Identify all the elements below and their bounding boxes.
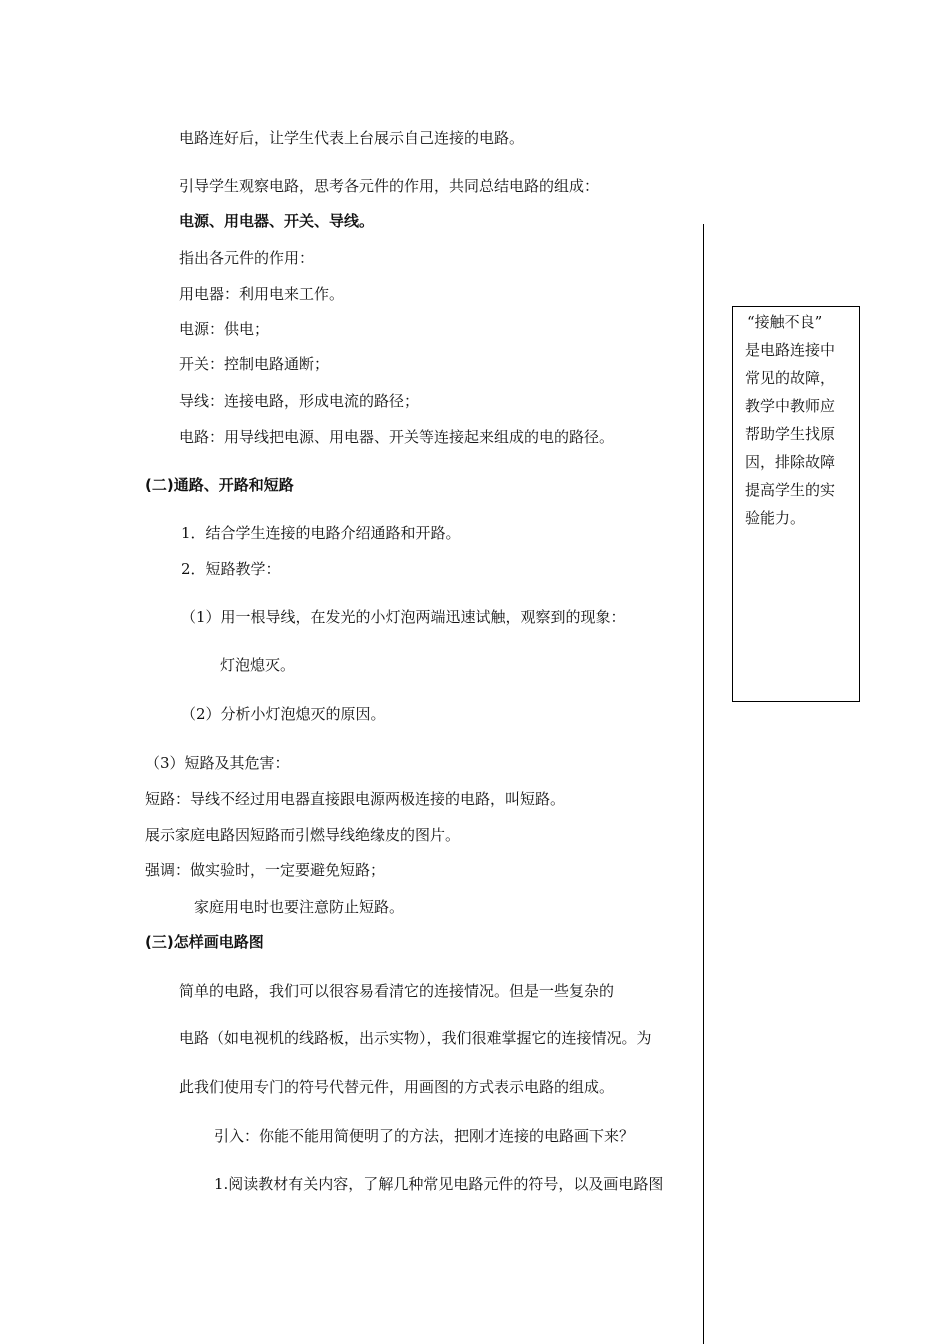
paragraph: 展示家庭电路因短路而引燃导线绝缘皮的图片。 <box>145 826 461 844</box>
paragraph: 电源：供电； <box>179 320 270 338</box>
paragraph: 灯泡熄灭。 <box>220 656 296 674</box>
section-heading: (二)通路、开路和短路 <box>145 476 294 494</box>
side-note-line: 教学中教师应 <box>745 397 836 415</box>
list-item: （3）短路及其危害： <box>145 754 290 772</box>
list-item: （1）用一根导线，在发光的小灯泡两端迅速试触，观察到的现象： <box>181 608 626 626</box>
paragraph: 简单的电路，我们可以很容易看清它的连接情况。但是一些复杂的 <box>179 982 615 1000</box>
paragraph: 指出各元件的作用： <box>179 249 315 267</box>
list-item: 1．结合学生连接的电路介绍通路和开路。 <box>181 524 461 542</box>
paragraph: 强调：做实验时，一定要避免短路； <box>145 861 386 879</box>
side-note-line: 因，排除故障 <box>745 453 836 471</box>
section-heading: (三)怎样画电路图 <box>145 933 264 951</box>
paragraph: 引入：你能不能用简便明了的方法，把刚才连接的电路画下来？ <box>214 1127 635 1145</box>
side-note-line: 常见的故障， <box>745 369 836 387</box>
column-divider <box>703 224 704 1344</box>
paragraph-bold: 电源、用电器、开关、导线。 <box>179 212 375 230</box>
paragraph: 引导学生观察电路，思考各元件的作用，共同总结电路的组成： <box>179 177 600 195</box>
side-note-line: 帮助学生找原 <box>745 425 836 443</box>
paragraph: 电路连好后，让学生代表上台展示自己连接的电路。 <box>179 129 525 147</box>
paragraph: 家庭用电时也要注意防止短路。 <box>194 898 405 916</box>
paragraph: 电路：用导线把电源、用电器、开关等连接起来组成的电的路径。 <box>179 428 615 446</box>
paragraph: 短路：导线不经过用电器直接跟电源两极连接的电路，叫短路。 <box>145 790 566 808</box>
paragraph: 1.阅读教材有关内容，了解几种常见电路元件的符号，以及画电路图 <box>214 1175 664 1193</box>
paragraph: 用电器：利用电来工作。 <box>179 285 345 303</box>
list-item: （2）分析小灯泡熄灭的原因。 <box>181 705 386 723</box>
side-note-line: 验能力。 <box>745 509 806 527</box>
list-item: 2．短路教学： <box>181 560 281 578</box>
side-note-box <box>732 306 860 702</box>
side-note-line: 是电路连接中 <box>745 341 836 359</box>
paragraph: 导线：连接电路，形成电流的路径； <box>179 392 420 410</box>
side-note-line: 提高学生的实 <box>745 481 836 499</box>
side-note-line: “接触不良” <box>747 313 823 331</box>
paragraph: 开关：控制电路通断； <box>179 355 330 373</box>
paragraph: 电路（如电视机的线路板，出示实物），我们很难掌握它的连接情况。为 <box>179 1029 652 1047</box>
paragraph: 此我们使用专门的符号代替元件，用画图的方式表示电路的组成。 <box>179 1078 615 1096</box>
